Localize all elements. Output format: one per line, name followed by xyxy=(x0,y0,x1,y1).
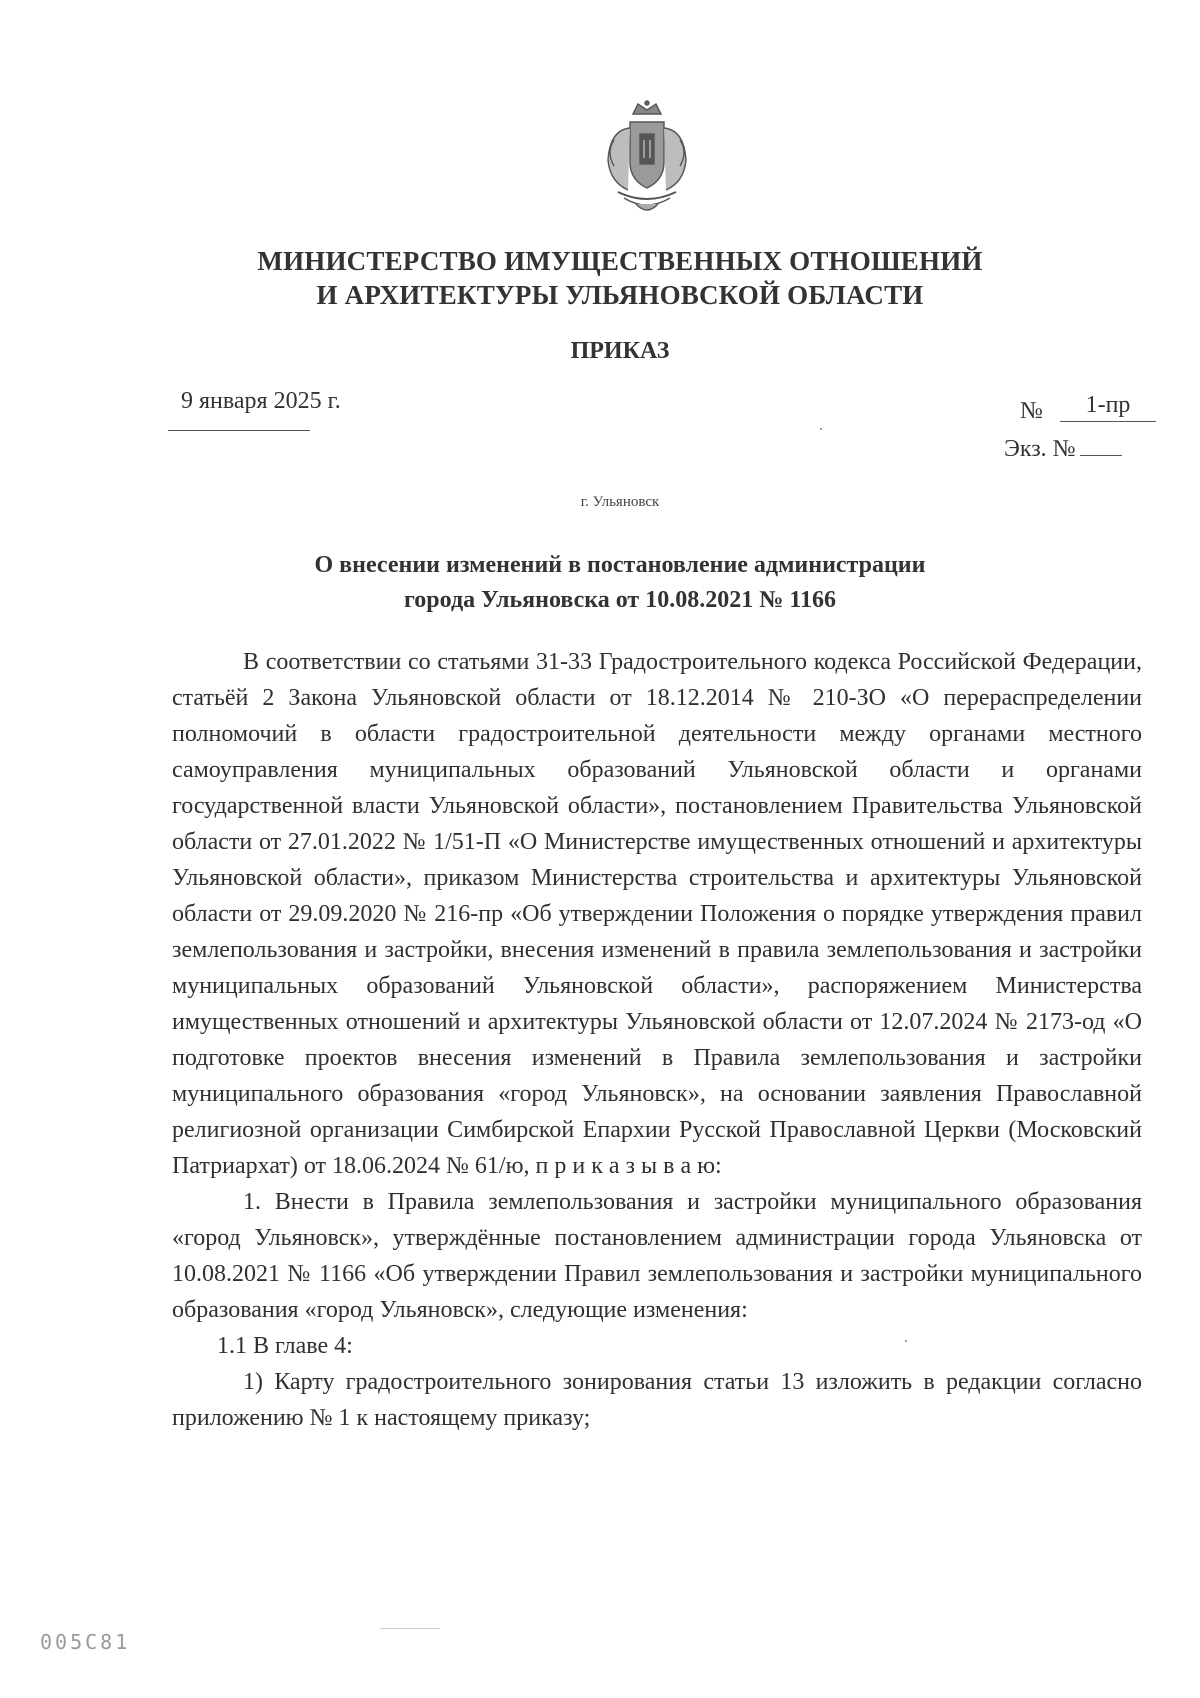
scan-speck xyxy=(905,1340,907,1342)
document-body xyxy=(172,644,1142,1436)
subject-line2: города Ульяновска от 10.08.2021 № 1166 xyxy=(403,587,836,613)
copy-label: Экз. № xyxy=(1004,436,1076,462)
document-subject xyxy=(0,548,1200,618)
ministry-title xyxy=(0,244,1200,312)
page-stamp-number: 005C81 xyxy=(40,1630,131,1654)
ministry-title-line2: И АРХИТЕКТУРЫ УЛЬЯНОВСКОЙ ОБЛАСТИ xyxy=(316,280,924,310)
item-1-paragraph: 1. Внести в Правила землепользования и застройки муниципального образования «город Ульяновск», утверждённые постановлением администрации города Ульяновска от 10.08.2021 № 1166 «Об утверждении Правил землепользования и застройки муниципального образования «город Ульяновск», следующие изменения: xyxy=(172,1189,1142,1323)
scan-speck xyxy=(820,428,822,430)
ministry-title-line1: МИНИСТЕРСТВО ИМУЩЕСТВЕННЫХ ОТНОШЕНИЙ xyxy=(257,246,983,276)
scan-speck xyxy=(380,1628,440,1629)
date-underline xyxy=(168,430,310,431)
subject-line1: О внесении изменений в постановление администрации xyxy=(314,552,926,578)
coat-of-arms-emblem xyxy=(600,100,694,218)
number-value: 1-пр xyxy=(1060,392,1156,422)
preamble-paragraph: В соответствии со статьями 31-33 Градостроительного кодекса Российской Федерации, статьёй 2 Закона Ульяновской области от 18.12.2014 № 210-ЗО «О перераспределении полномочий в области градостроительной деятельности между органами местного самоуправления муниципальных образований Ульяновской области и органами государственной власти Ульяновской области», постановлением Правительства Ульяновской области от 27.01.2022 № 1/51-П «О Министерстве имущественных отношений и архитектуры Ульяновской области», приказом Министерства строительства и архитектуры Ульяновской области от 29.09.2020 № 216-пр «Об утверждении Положения о порядке утверждения правил землепользования и застройки, внесения изменений в правила землепользования и застройки муниципальных образований Ульяновской области», распоряжением Министерства имущественных отношений и архитектуры Ульяновской области от 12.07.2024 № 2173-од «О подготовке проектов внесения изменений в Правила землепользования и застройки муниципального образования «город Ульяновск», на основании заявления Православной религиозной организации Симбирской Епархии Русской Православной Церкви (Московский Патриархат) от 18.06.2024 № 61/ю, п р и к а з ы в а ю: xyxy=(172,649,1142,1179)
document-date: 9 января 2025 г. xyxy=(181,388,341,414)
subitem-1-paragraph: 1) Карту градостроительного зонирования статьи 13 изложить в редакции согласно приложению № 1 к настоящему приказу; xyxy=(172,1369,1142,1431)
document-type: ПРИКАЗ xyxy=(570,338,670,364)
copy-number xyxy=(1004,436,1122,463)
number-label: № xyxy=(1020,398,1043,424)
item-1-1-paragraph: 1.1 В главе 4: xyxy=(217,1333,353,1359)
city-name: г. Ульяновск xyxy=(580,494,660,510)
copy-blank-line xyxy=(1080,437,1122,456)
